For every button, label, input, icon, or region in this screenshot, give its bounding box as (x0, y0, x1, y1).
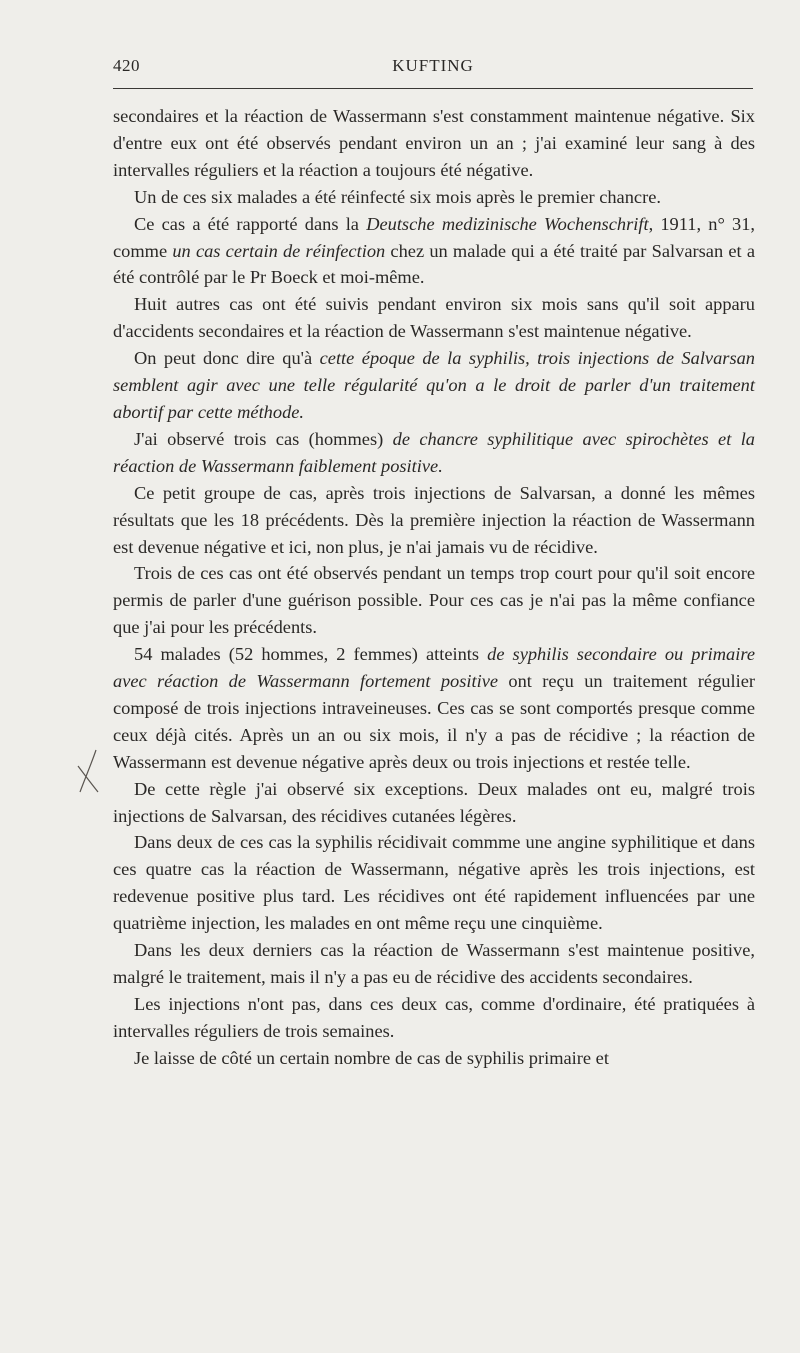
text-span: Les injections n'ont pas, dans ces deux cas, comme d'ordinaire, été pratiquées à intervalles réguliers de trois semaines. (113, 993, 755, 1041)
paragraph (113, 776, 755, 830)
italic-text: de syphilis secondaire ou primaire avec réaction de Wassermann fortement positive (113, 644, 755, 692)
paragraph (113, 103, 755, 184)
text-span: Dans deux de ces cas la syphilis récidivait commme une angine syphilitique et dans ces quatre cas la réaction de Wassermann, négative après les trois injections, est redevenue positive plus tard. Les récidives ont été rapidement influencées par une quatrième injection, les malades en ont même reçu une cinquième. (113, 832, 755, 934)
text-span: Dans les deux derniers cas la réaction de Wassermann s'est maintenue positive, malgré le traitement, mais il n'y a pas eu de récidive des accidents secondaires. (113, 940, 755, 987)
paragraph (113, 211, 755, 292)
paragraph (113, 1045, 755, 1072)
page-number: 420 (113, 56, 140, 75)
paragraph (113, 937, 755, 991)
paragraph (113, 426, 755, 480)
text-span: De cette règle j'ai observé six exceptions. Deux malades ont eu, malgré trois injections de Salvarsan, des récidives cutanées légères. (113, 778, 755, 826)
paragraph (113, 560, 755, 641)
text-span: Trois de ces cas ont été observés pendant un temps trop court pour qu'il soit encore permis de parler d'une guérison possible. Pour ces cas je n'ai pas la même confiance que j'ai pour les précédents. (113, 563, 755, 638)
margin-cross-mark (74, 748, 104, 796)
text-span: , 1911, n° 31, comme (113, 213, 755, 261)
running-head: KUFTING (392, 56, 474, 75)
paragraph (113, 291, 755, 345)
header-rule (113, 88, 753, 89)
body-text (113, 103, 755, 1072)
text-span: ont reçu un traitement régulier composé de trois injections intraveineuses. Ces cas se sont comportés presque comme ceux déjà cités. Après un an ou six mois, il n'y a pas de récidive ; la réaction de Wassermann est devenue négative après deux ou trois injections et restée telle. (113, 671, 755, 772)
italic-text: Deutsche medizinische Wochenschrift (366, 213, 649, 234)
paragraph (113, 991, 755, 1045)
italic-text: cette époque de la syphilis, trois injections de Salvarsan semblent agir avec une telle régularité qu'on a le droit de parler d'un traitement abortif par cette méthode. (113, 348, 755, 422)
italic-text: de chancre syphilitique avec spirochètes et la réaction de Wassermann faiblement positive. (113, 428, 755, 476)
text-span: On peut donc dire qu'à (134, 348, 320, 369)
text-span: Ce cas a été rapporté dans la (134, 213, 367, 234)
paragraph (113, 345, 755, 426)
paragraph (113, 184, 755, 211)
italic-text: un cas certain de réinfection (172, 240, 386, 261)
text-span: Je laisse de côté un certain nombre de cas de syphilis primaire et (134, 1047, 609, 1068)
text-span: 54 malades (52 hommes, 2 femmes) atteints (134, 644, 488, 665)
paragraph (113, 641, 755, 776)
text-span: J'ai observé trois cas (hommes) (134, 428, 393, 449)
text-span: Un de ces six malades a été réinfecté six mois après le premier chancre. (134, 186, 661, 207)
paragraph (113, 480, 755, 561)
text-span: Huit autres cas ont été suivis pendant environ six mois sans qu'il soit apparu d'accidents secondaires et la réaction de Wassermann s'est maintenue négative. (113, 294, 755, 342)
page-header (113, 56, 753, 80)
paragraph (113, 829, 755, 937)
text-span: secondaires et la réaction de Wassermann s'est constamment maintenue négative. Six d'entre eux ont été observés pendant environ un an ; j'ai examiné leur sang à des intervalles réguliers et la réaction a toujours été négative. (113, 106, 755, 180)
text-span: Ce petit groupe de cas, après trois injections de Salvarsan, a donné les mêmes résultats que les 18 précédents. Dès la première injection la réaction de Wassermann est devenue négative et ici, non plus, je n'ai jamais vu de récidive. (113, 482, 755, 557)
text-span: chez un malade qui a été traité par Salvarsan et a été contrôlé par le Pr Boeck et moi-même. (113, 240, 755, 288)
